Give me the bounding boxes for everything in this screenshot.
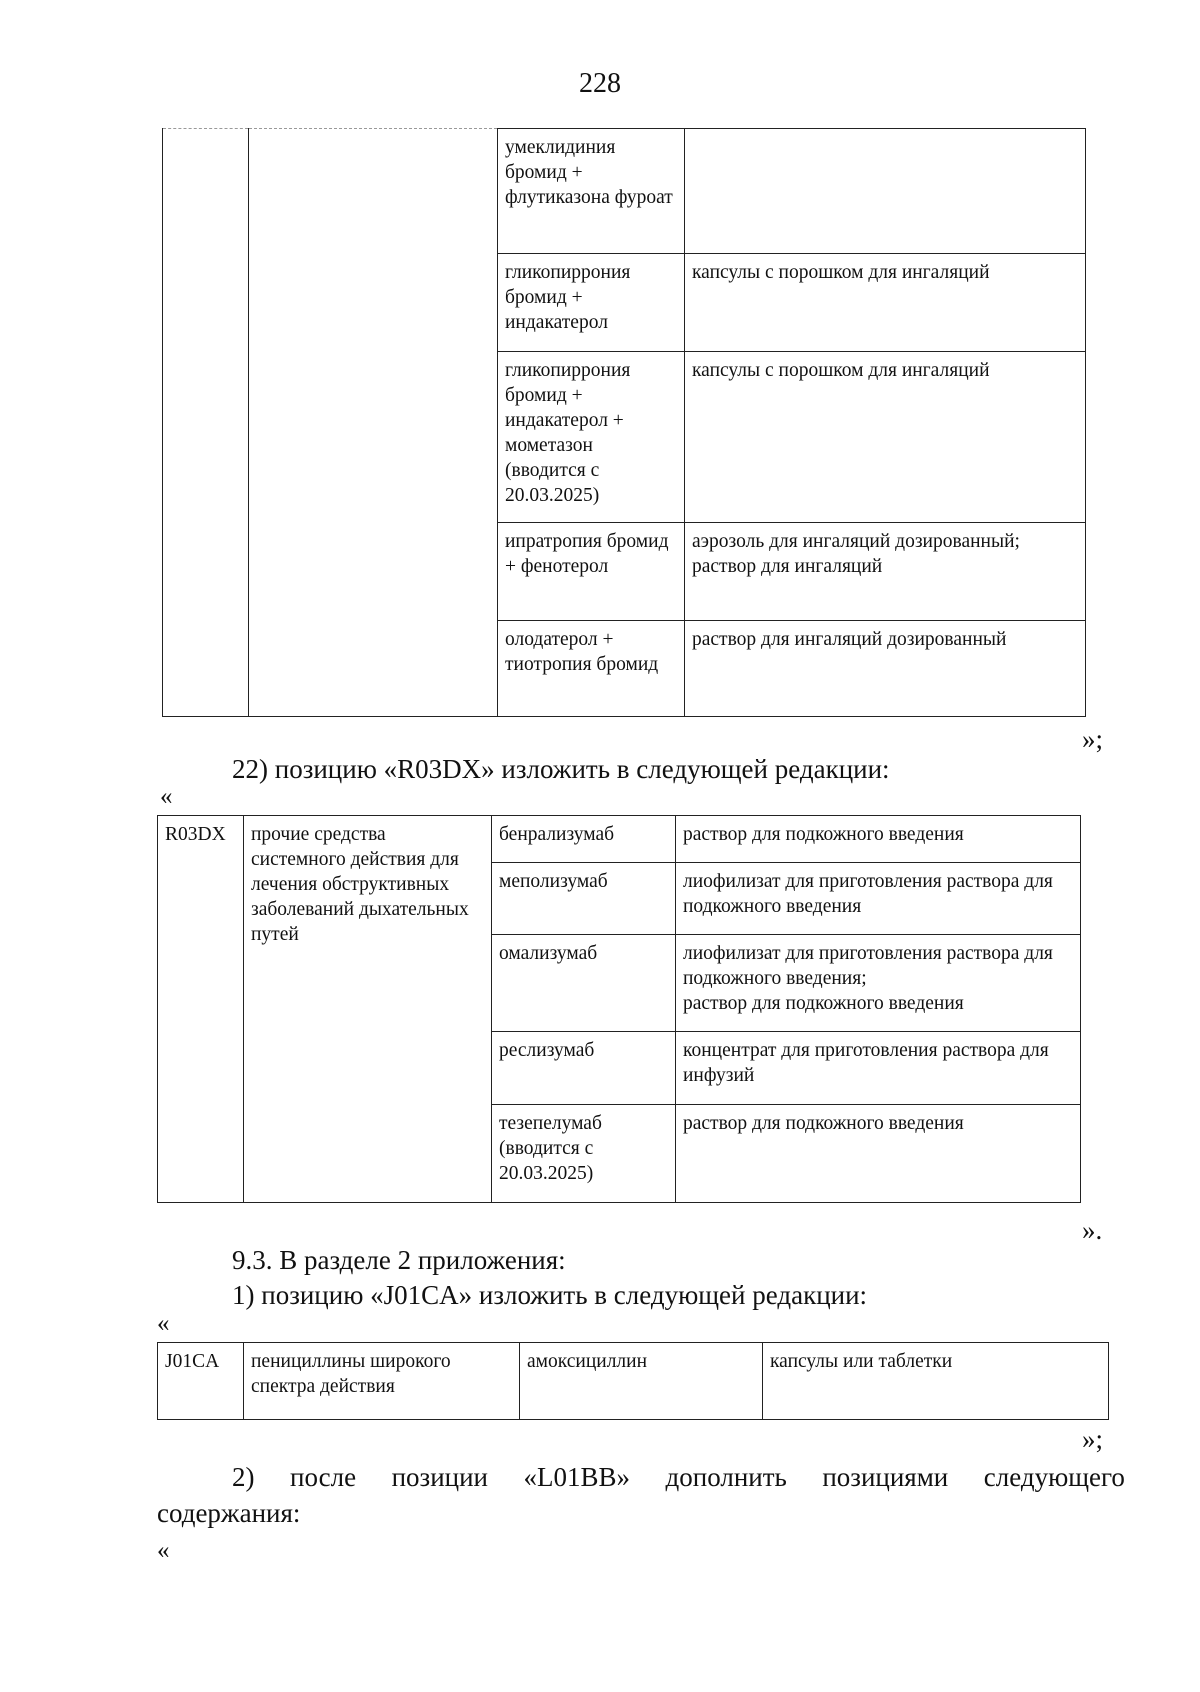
dosage-form: капсулы или таблетки	[763, 1343, 1109, 1420]
drug-name: олодатерол + тиотропия бромид	[498, 621, 685, 717]
table-row	[163, 129, 1086, 254]
dosage-form: лиофилизат для приготовления раствора для подкожного введения	[676, 863, 1081, 935]
group-cell	[249, 129, 498, 717]
page-number: 228	[579, 68, 621, 99]
dosage-form: лиофилизат для приготовления раствора для подкожного введения; раствор для подкожного введения	[676, 935, 1081, 1032]
dosage-form: аэрозоль для ингаляций дозированный; раствор для ингаляций	[685, 523, 1086, 621]
atc-group: пенициллины широкого спектра действия	[244, 1343, 520, 1420]
drug-name: омализумаб	[492, 935, 676, 1032]
drug-name: меполизумаб	[492, 863, 676, 935]
table-r03al-continuation	[162, 128, 1086, 717]
closing-quote: »;	[1082, 1424, 1104, 1454]
paragraph-22: 22) позицию «R03DX» изложить в следующей редакции:	[232, 754, 890, 784]
word: дополнить	[665, 1462, 787, 1492]
paragraph-1: 1) позицию «J01CA» изложить в следующей редакции:	[232, 1280, 868, 1310]
table-row	[158, 1343, 1109, 1420]
word: позициями	[822, 1462, 949, 1492]
closing-quote: »;	[1082, 724, 1104, 754]
dosage-form: концентрат для приготовления раствора для инфузий	[676, 1032, 1081, 1105]
drug-name: ипратропия бромид + фенотерол	[498, 523, 685, 621]
drug-name: бенрализумаб	[492, 816, 676, 863]
drug-name: тезепелумаб (вводится с 20.03.2025)	[492, 1105, 676, 1203]
opening-quote: «	[160, 783, 173, 810]
drug-name: реслизумаб	[492, 1032, 676, 1105]
closing-quote: ».	[1082, 1215, 1103, 1245]
dosage-form: капсулы с порошком для ингаляций	[685, 352, 1086, 523]
atc-code: R03DX	[158, 816, 244, 1203]
opening-quote: «	[157, 1537, 170, 1564]
atc-code: J01CA	[158, 1343, 244, 1420]
atc-group: прочие средства системного действия для лечения обструктивных заболеваний дыхательных путей	[244, 816, 492, 1203]
word: после	[290, 1462, 357, 1492]
word: следующего	[983, 1462, 1125, 1492]
paragraph-2-line1	[157, 1460, 1125, 1494]
drug-name: амоксициллин	[520, 1343, 763, 1420]
drug-name: гликопиррония бромид + индакатерол	[498, 254, 685, 352]
word: «L01BB»	[523, 1462, 631, 1492]
paragraph-9-3: 9.3. В разделе 2 приложения:	[232, 1245, 566, 1275]
dosage-form: раствор для подкожного введения	[676, 816, 1081, 863]
paragraph-2-line2: содержания:	[157, 1498, 301, 1528]
dosage-form	[685, 129, 1086, 254]
dosage-form: раствор для подкожного введения	[676, 1105, 1081, 1203]
drug-name: умеклидиния бромид + флутиказона фуроат	[498, 129, 685, 254]
dosage-form: капсулы с порошком для ингаляций	[685, 254, 1086, 352]
table-row	[158, 816, 1081, 863]
table-r03dx	[157, 815, 1081, 1203]
code-cell	[163, 129, 249, 717]
drug-name: гликопиррония бромид + индакатерол + мометазон (вводится с 20.03.2025)	[498, 352, 685, 523]
word: позиции	[391, 1462, 488, 1492]
table-j01ca	[157, 1342, 1109, 1420]
dosage-form: раствор для ингаляций дозированный	[685, 621, 1086, 717]
word: 2)	[232, 1462, 255, 1492]
opening-quote: «	[157, 1310, 170, 1337]
